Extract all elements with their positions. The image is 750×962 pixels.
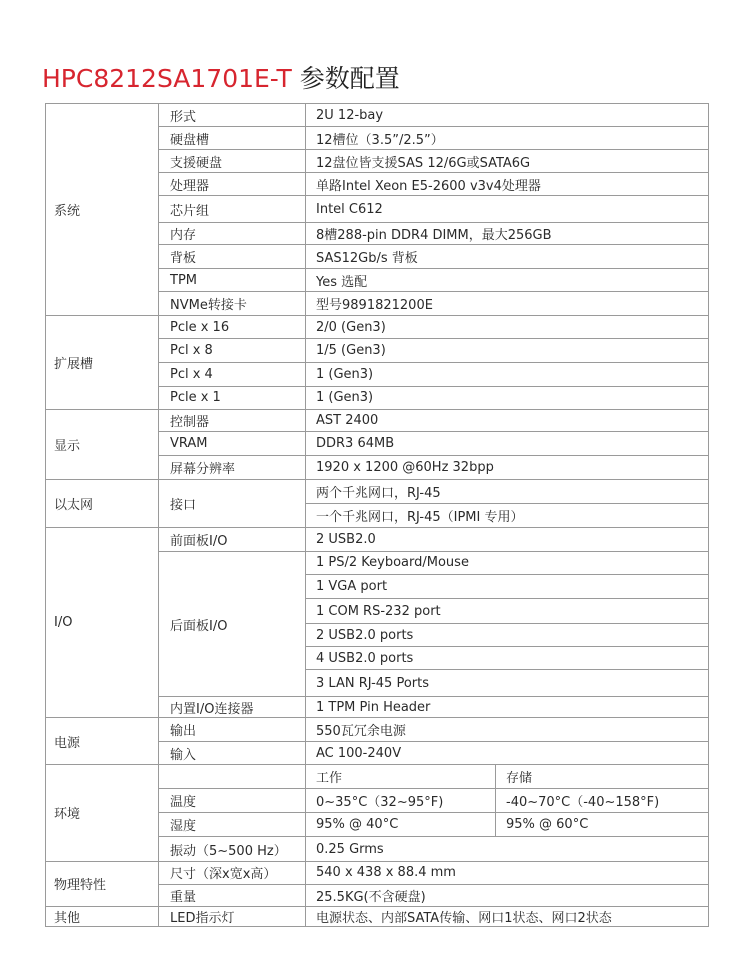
spec-label: 重量 [159,884,306,906]
page-title [42,62,400,96]
spec-label: 背板 [159,245,306,269]
spec-label: TPM [159,269,306,292]
spec-label: 处理器 [159,173,306,196]
category-display: 显示 [46,409,159,479]
category-io: I/O [46,527,159,717]
column-header-operating: 工作 [306,765,496,789]
spec-label: 硬盘槽 [159,127,306,150]
spec-value: 95% @ 40°C [306,813,496,837]
spec-value: 1 (Gen3) [306,362,709,386]
spec-value: 2 USB2.0 [306,527,709,551]
spec-value: 单路Intel Xeon E5-2600 v3v4处理器 [306,173,709,196]
spec-value: 0.25 Grms [306,837,709,861]
category-expansion: 扩展槽 [46,316,159,409]
spec-value: 12槽位（3.5”/2.5”） [306,127,709,150]
spec-table [45,103,709,927]
spec-label: VRAM [159,431,306,455]
spec-value: 1 TPM Pin Header [306,697,709,718]
spec-value: 一个千兆网口，RJ-45（IPMI 专用） [306,503,709,527]
spec-value: 两个千兆网口，RJ-45 [306,479,709,503]
spec-label: 前面板I/O [159,527,306,551]
spec-value: SAS12Gb/s 背板 [306,245,709,269]
category-environment: 环境 [46,765,159,861]
spec-label: LED指示灯 [159,906,306,926]
spec-label: 控制器 [159,409,306,431]
column-header-storage: 存储 [496,765,709,789]
spec-value: 1 COM RS-232 port [306,599,709,624]
table-row [46,316,709,339]
spec-value: -40~70°C（-40~158°F) [496,789,709,813]
spec-value: Yes 选配 [306,269,709,292]
category-ethernet: 以太网 [46,479,159,527]
table-row [46,409,709,431]
spec-label: 芯片组 [159,196,306,223]
spec-value: 12盘位皆支援SAS 12/6G或SATA6G [306,150,709,173]
spec-label: Pcle x 16 [159,316,306,339]
table-row [46,861,709,884]
spec-value: 25.5KG(不含硬盘) [306,884,709,906]
spec-value: 0~35°C（32~95°F) [306,789,496,813]
table-row [46,527,709,551]
spec-label: Pcle x 1 [159,386,306,409]
spec-value: 3 LAN RJ-45 Ports [306,670,709,697]
spec-value: 2/0 (Gen3) [306,316,709,339]
spec-label: 屏幕分辨率 [159,455,306,479]
spec-value: 4 USB2.0 ports [306,647,709,670]
spec-label: 输出 [159,718,306,742]
table-row [46,765,709,789]
spec-label: 支援硬盘 [159,150,306,173]
spec-value: AC 100-240V [306,742,709,765]
spec-label: 后面板I/O [159,551,306,696]
spec-label [159,765,306,789]
category-power: 电源 [46,718,159,765]
spec-value: 1920 x 1200 @60Hz 32bpp [306,455,709,479]
table-row [46,479,709,503]
spec-value: 540 x 438 x 88.4 mm [306,861,709,884]
spec-value: AST 2400 [306,409,709,431]
spec-label: 温度 [159,789,306,813]
spec-value: 2 USB2.0 ports [306,624,709,647]
spec-value: Intel C612 [306,196,709,223]
spec-value: 电源状态、内部SATA传输、网口1状态、网口2状态 [306,906,709,926]
category-other: 其他 [46,906,159,926]
spec-label: Pcl x 8 [159,339,306,362]
table-row [46,718,709,742]
spec-label: 振动（5~500 Hz） [159,837,306,861]
spec-label: 输入 [159,742,306,765]
spec-label: 形式 [159,104,306,127]
spec-value: 2U 12-bay [306,104,709,127]
spec-value: 8槽288-pin DDR4 DIMM，最大256GB [306,223,709,245]
model-name: HPC8212SA1701E-T [42,64,292,93]
category-physical: 物理特性 [46,861,159,906]
spec-value: 1 (Gen3) [306,386,709,409]
spec-label: 尺寸（深x宽x高） [159,861,306,884]
spec-value: 550瓦冗余电源 [306,718,709,742]
title-suffix: 参数配置 [299,64,400,93]
spec-label: 湿度 [159,813,306,837]
table-row [46,104,709,127]
spec-label: 内存 [159,223,306,245]
spec-value: DDR3 64MB [306,431,709,455]
spec-label: NVMe转接卡 [159,292,306,316]
spec-value: 型号9891821200E [306,292,709,316]
category-system: 系统 [46,104,159,316]
table-row [46,906,709,926]
spec-label: Pcl x 4 [159,362,306,386]
spec-value: 1/5 (Gen3) [306,339,709,362]
spec-value: 1 PS/2 Keyboard/Mouse [306,551,709,574]
spec-label: 内置I/O连接器 [159,697,306,718]
spec-value: 1 VGA port [306,574,709,598]
spec-label: 接口 [159,479,306,527]
spec-value: 95% @ 60°C [496,813,709,837]
